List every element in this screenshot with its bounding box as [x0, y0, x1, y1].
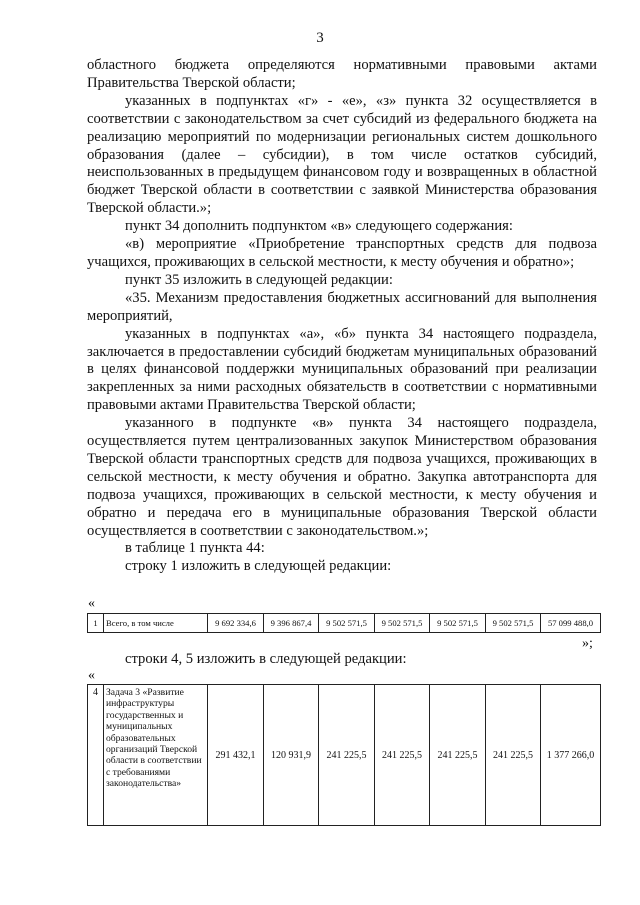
document-body [87, 57, 597, 576]
table-cell: 9 502 571,5 [375, 614, 430, 633]
table-cell: 120 931,9 [264, 685, 319, 826]
paragraph: в таблице 1 пункта 44: [125, 540, 265, 557]
open-quote-table2: « [88, 668, 95, 683]
paragraph: указанных в подпунктах «а», «б» пункта 34 настоящего подраздела, заключается в предоставлении субсидий бюджетам муниципальных образований в целях финансовой поддержки муниципальных образований при реализации закрепленных за ними расходных обязательств в соответствии с нормативными правовыми актами Правительства Тверской области; [87, 325, 597, 414]
table-cell: 9 502 571,5 [430, 614, 486, 633]
table-cell: 57 099 488,0 [541, 614, 601, 633]
table-cell: Всего, в том числе [104, 614, 208, 633]
paragraph: указанных в подпунктах «г» - «е», «з» пункта 32 осуществляется в соответствии с законодательством за счет субсидий из федерального бюджета на реализацию мероприятий по модернизации региональных систем дошкольного образования (далее – субсидии), в том числе остатков субсидий, неиспользованных в предыдущем финансовом году и возвращенных в областной бюджет Тверской области в соответствии с заявкой Министерства образования Тверской области.»; [87, 92, 597, 217]
paragraph-after-table1 [87, 651, 597, 669]
table-cell: 9 502 571,5 [319, 614, 375, 633]
table-cell: 241 225,5 [375, 685, 430, 826]
table-row-4 [87, 684, 601, 826]
table-cell: 9 396 867,4 [264, 614, 319, 633]
table-cell: Задача 3 «Развитие инфраструктуры государственных и муниципальных образовательных организаций Тверской области в соответствии с требованиями законодательства» [104, 685, 208, 826]
table-cell: 1 [88, 614, 104, 633]
paragraph: строки 4, 5 изложить в следующей редакции: [125, 651, 407, 667]
table-cell: 241 225,5 [430, 685, 486, 826]
table-cell: 4 [88, 685, 104, 826]
page-number: 3 [316, 30, 324, 46]
table-cell: 9 692 334,6 [208, 614, 264, 633]
table-cell: 1 377 266,0 [541, 685, 601, 826]
table-cell: 241 225,5 [486, 685, 541, 826]
table-row-1 [87, 613, 601, 633]
close-quote-table1: »; [582, 636, 593, 651]
table-cell: 291 432,1 [208, 685, 264, 826]
open-quote-table1: « [88, 596, 95, 611]
paragraph: пункт 34 дополнить подпунктом «в» следующего содержания: [125, 218, 513, 235]
paragraph: областного бюджета определяются нормативными правовыми актами Правительства Тверской области; [87, 57, 597, 91]
paragraph: строку 1 изложить в следующей редакции: [125, 558, 392, 575]
table-cell: 9 502 571,5 [486, 614, 541, 633]
paragraph: указанного в подпункте «в» пункта 34 настоящего подраздела, осуществляется путем централизованных закупок Министерством образования Тверской области транспортных средств для подвоза учащихся, проживающих в сельской местности, к месту обучения и обратно. Закупка автотранспорта для подвоза учащихся, проживающих в сельской местности, к месту обучения и обратно и передача его в муниципальные образования Тверской области осуществляется в соответствии с законодательством.»; [87, 415, 597, 539]
paragraph: «35. Механизм предоставления бюджетных ассигнований для выполнения мероприятий, [87, 289, 597, 324]
paragraph: «в) мероприятие «Приобретение транспортных средств для подвоза учащихся, проживающих в сельской местности, к месту обучения и обратно»; [87, 236, 597, 270]
paragraph: пункт 35 изложить в следующей редакции: [125, 271, 393, 288]
table-cell: 241 225,5 [319, 685, 375, 826]
